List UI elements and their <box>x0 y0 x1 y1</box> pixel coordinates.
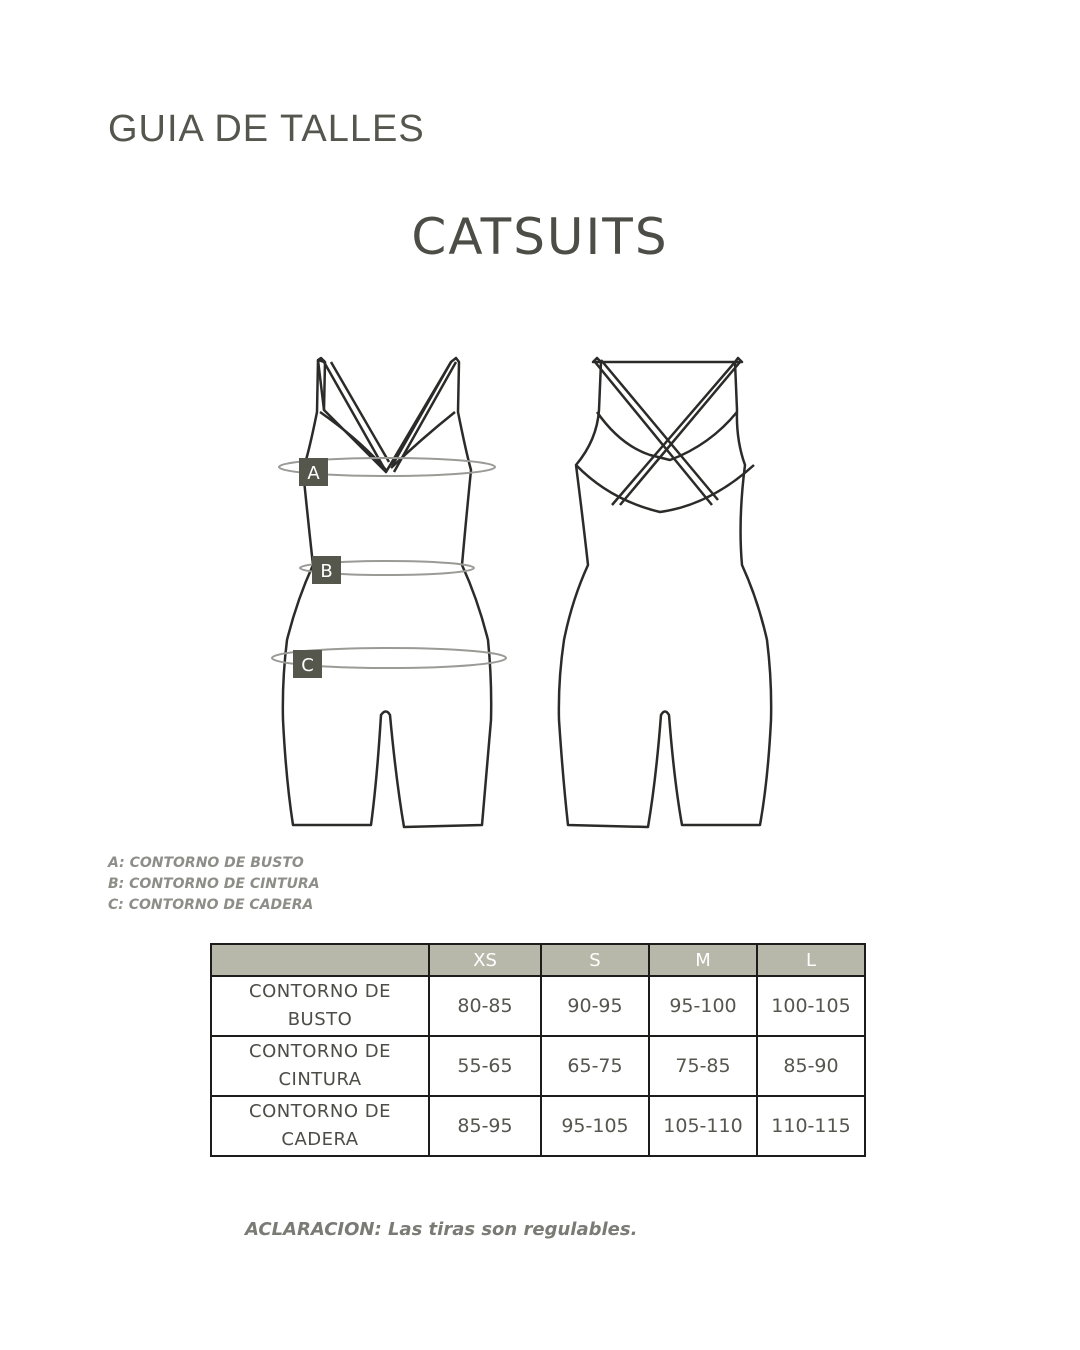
table-header-xs: XS <box>429 944 541 976</box>
svg-text:A: A <box>307 463 320 484</box>
row-label: CONTORNO DE BUSTO <box>211 976 429 1036</box>
table-cell: 85-95 <box>429 1096 541 1156</box>
table-row <box>211 976 865 1036</box>
table-cell: 110-115 <box>757 1096 865 1156</box>
marker-c <box>293 650 322 678</box>
measurement-legend <box>108 853 320 916</box>
product-title: CATSUITS <box>411 208 669 266</box>
page-title: GUIA DE TALLES <box>108 108 425 150</box>
table-header-m: M <box>649 944 757 976</box>
svg-text:B: B <box>320 561 333 582</box>
legend-item: C: CONTORNO DE CADERA <box>108 897 314 913</box>
table-cell: 90-95 <box>541 976 649 1036</box>
table-row <box>211 1096 865 1156</box>
legend-item: B: CONTORNO DE CINTURA <box>108 876 320 892</box>
row-label: CONTORNO DE CINTURA <box>211 1036 429 1096</box>
marker-b <box>312 556 341 584</box>
table-cell: 85-90 <box>757 1036 865 1096</box>
measurement-rings <box>272 458 506 668</box>
catsuit-front-drawing <box>283 358 491 827</box>
catsuit-back-drawing <box>559 358 771 827</box>
table-cell: 95-105 <box>541 1096 649 1156</box>
table-header-s: S <box>541 944 649 976</box>
footnote: ACLARACION: Las tiras son regulables. <box>245 1219 638 1240</box>
table-cell: 55-65 <box>429 1036 541 1096</box>
table-header-row <box>211 944 865 976</box>
table-header-l: L <box>757 944 865 976</box>
svg-text:C: C <box>301 655 314 676</box>
marker-a <box>299 458 328 486</box>
table-cell: 100-105 <box>757 976 865 1036</box>
table-cell: 95-100 <box>649 976 757 1036</box>
table-cell: 75-85 <box>649 1036 757 1096</box>
table-cell: 80-85 <box>429 976 541 1036</box>
table-header-blank <box>211 944 429 976</box>
table-cell: 105-110 <box>649 1096 757 1156</box>
legend-item: A: CONTORNO DE BUSTO <box>108 855 304 871</box>
table-cell: 65-75 <box>541 1036 649 1096</box>
size-table <box>210 943 866 1157</box>
table-row <box>211 1036 865 1096</box>
row-label: CONTORNO DE CADERA <box>211 1096 429 1156</box>
